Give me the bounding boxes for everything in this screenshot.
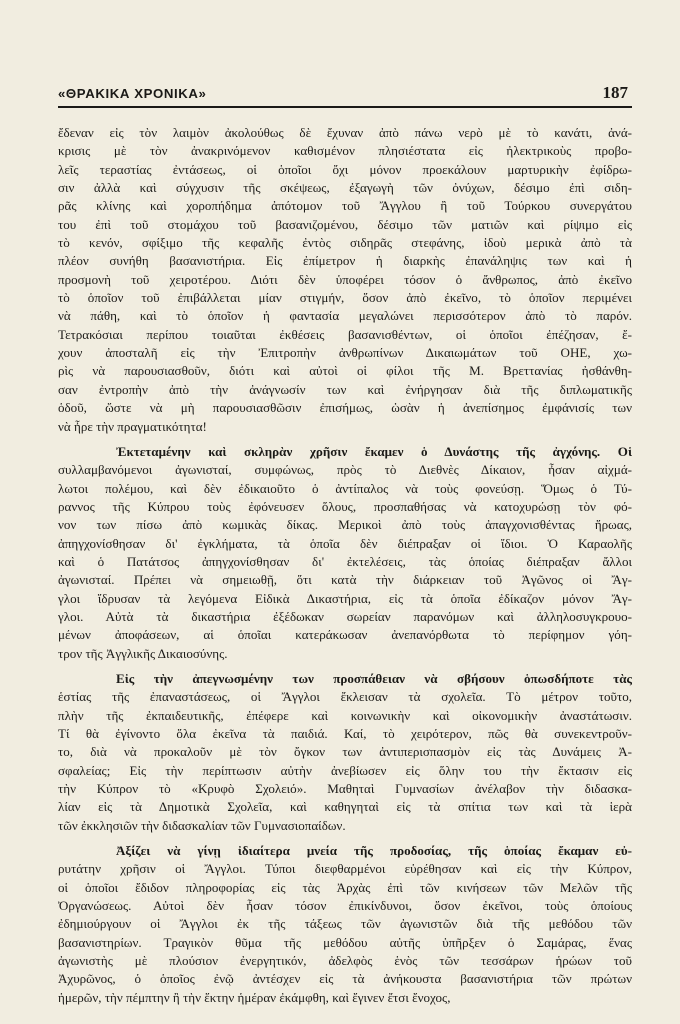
text-line: τὸ ὁποῖον τοῦ ἐπιβάλλεται μίαν στιγμήν, ὅσον ἀπὸ ἐκεῖνο, τὸ ὁποῖον περιμένει <box>58 290 632 306</box>
text-line: το, διὰ νὰ προκαλοῦν μὲ τὸν ὄγκον των ἀντιπερισπασμὸν εἰς τὰς Δυνάμεις Ἀ- <box>58 744 632 760</box>
text-line: τὴν Κύπρον τὸ «Κρυφὸ Σχολειό». Μαθηταὶ Γυμνασίων ἀνέλαβον τὴν διδασκα- <box>58 781 632 797</box>
text-line: ὁδοῦ, ὥστε νὰ μὴ παρουσιασθῶσιν ἐπισήμως, ὡσὰν ἡ ἀνεπίσημος ἐμφάνισίς των <box>58 400 632 416</box>
text-line: κρισις μὲ τὸν ἀνακρινόμενον καθισμένον πλησιέστατα εἰς ἠλεκτρικοὺς προβο- <box>58 143 632 159</box>
running-header <box>58 83 632 106</box>
text-line: ρὶς νὰ παρουσιασθοῦν, διότι καὶ αὐτοὶ οἱ φίλοι τῆς Μ. Βρεττανίας ἠσθάνθη- <box>58 363 632 379</box>
text-line: νὰ πάθη, καὶ τὸ ὁποῖον ἡ φαντασία μεγαλώνει περισσότερον ἀπὸ τὸ παρόν. <box>58 308 632 324</box>
text-line: Ἀχυρῶνος, ὁ ὁποῖος ἐνῷ ἀντέσχεν εἰς τὰ ἀνήκουστα βασανιστήρια τῶν πρώτων <box>58 971 632 987</box>
text-line: ἀπηγχονίσθησαν δι' ἐγκλήματα, τὰ ὁποῖα δὲν διέπραξαν οἱ ἴδιοι. Ὁ Καραολῆς <box>58 535 632 551</box>
text-line: τῶν ἐκκλησιῶν τὴν διδασκαλίαν τῶν Γυμνασιοπαίδων. <box>58 817 346 833</box>
text-line: πλὴν τῆς ἐκπαιδευτικῆς, ἐπέφερε καὶ κοινωνικὴν καὶ οἰκονομικὴν ἀναστάτωσιν. <box>58 707 632 723</box>
header-rule <box>58 106 632 108</box>
text-line: ἔδεναν εἰς τὸν λαιμὸν ἀκολούθως δὲ ἔχυναν ἀπὸ πάνω νερὸ μὲ τὸ κανάτι, ἀνά- <box>58 125 632 140</box>
text-line: γλοι. Αὐτὰ τὰ δικαστήρια ἐξέδωκαν σωρείαν παρανόμων καὶ ἀλληλοσυγκρουο- <box>58 608 632 624</box>
text-line: Ἀξίζει νὰ γίνῃ ἰδιαίτερα μνεία τῆς προδοσίας, τῆς ὁποίας ἔκαμαν εὐ- <box>116 843 632 859</box>
text-line: Ὀργανώσεως. Αὐτοὶ δὲν ἦσαν τόσον ἐπικίνδυνοι, ὅσον ἐκεῖνοι, τοὺς ὁποίους <box>58 898 632 914</box>
text-line: τὸ κενόν, σφίξιμο τῆς κεφαλῆς ἐντὸς σιδηρᾶς στεφάνης, ἰδοὺ μερικὰ ἀπὸ τὰ <box>58 235 632 251</box>
text-line: Ἐκτεταμένην καὶ σκληρὰν χρῆσιν ἔκαμεν ὁ Δυνάστης τῆς ἀγχόνης. Οἱ <box>116 443 632 459</box>
text-line: ρυτάτην χρῆσιν οἱ Ἄγγλοι. Τύποι διεφθαρμένοι εὑρέθησαν καὶ εἰς τὴν Κύπρον, <box>58 861 632 877</box>
paragraph <box>58 124 632 436</box>
text-line: λωτοι πολέμου, καὶ δὲν ἐδικαιοῦτο ὁ ἀντίπαλος νὰ τοὺς φονεύσῃ. Ὅμως ὁ Τύ- <box>58 480 632 496</box>
text-line: λίαν εἰς τὰ Δημοτικὰ Σχολεῖα, καὶ καθηγηταὶ εἰς τὰ σπίτια των καὶ τὰ ἱερὰ <box>58 799 632 815</box>
paragraph <box>58 670 632 835</box>
text-line: οἱ ὁποῖοι ἔδιδον πληροφορίας εἰς τὰς Ἀρχὰς ἐπὶ τῶν κινήσεων τῶν Μελῶν τῆς <box>58 879 632 895</box>
text-line: ραννος τῆς Κύπρου τοὺς ἐφόνευσεν ὅλους, προσπαθήσας νὰ κατοχυρώσῃ τὸν φό- <box>58 498 632 514</box>
text-line: ρᾶς κλίνης καὶ χοροπήδημα ἀπότομον τοῦ Ἄγγλου ἢ τοῦ Τούρκου συνεργάτου <box>58 198 632 214</box>
text-line: χουν ἀποσταλῆ εἰς τὴν Ἐπιτροπὴν ἀνθρωπίνων Δικαιωμάτων τοῦ ΟΗΕ, χω- <box>58 345 632 361</box>
text-line: ἐδημιούργουν οἱ Ἄγγλοι ἐκ τῆς τάξεως τῶν ἀγωνιστῶν διὰ τῆς μεθόδου τῶν <box>58 916 632 932</box>
text-line: ἀγωνισταί. Πρέπει νὰ σημειωθῇ, ὅτι κατὰ τὴν διάρκειαν τοῦ Ἀγῶνος οἱ Ἄγ- <box>58 572 632 588</box>
journal-title: «ΘΡΑΚΙΚΑ ΧΡΟΝΙΚΑ» <box>58 86 207 101</box>
text-line: Τετρακόσιαι περίπου τοιαῦται ἐκθέσεις βασανισθέντων, οἱ ὁποῖοι ἐπέζησαν, ἔ- <box>58 326 632 342</box>
text-line: πλέον συνήθη βασανιστήρια. Εἰς ἐπίμετρον ἡ διαρκὴς ἐπανάληψις των καὶ ἡ <box>58 253 632 269</box>
text-line: σιν ἀλλὰ καὶ σύγχυσιν τῆς σκέψεως, ἐξαγωγὴ τῶν ὀνύχων, δέσιμο ἐπὶ σιδη- <box>58 180 632 196</box>
text-line: νὰ ἦρε τὴν πραγματικότητα! <box>58 418 207 434</box>
paragraph <box>58 443 632 663</box>
body-text <box>58 124 632 1014</box>
text-line: λεῖς τεραστίας ἐντάσεως, οἱ ὁποῖοι ὄχι μόνον προεκάλουν μαρτυρικὴν ἐφίδρω- <box>58 161 632 177</box>
text-line: ἡμερῶν, τὴν πέμπτην ἢ τὴν ἕκτην ἡμέραν ἐκάμφθη, καὶ ἔγινεν ἔτσι ἔνοχος, <box>58 989 451 1005</box>
text-line: νον των πίσω ἀπὸ κωμικὰς δίκας. Μερικοὶ ἀπὸ τοὺς ἀπαγχονισθέντας ἥρωας, <box>58 517 632 533</box>
paragraph <box>58 842 632 1007</box>
text-line: βασανιστηρίων. Τραγικὸν θῦμα τῆς μεθόδου αὐτῆς ὑπῆρξεν ὁ Σαμάρας, ἕνας <box>58 934 632 950</box>
text-line: γλοι ἵδρυσαν τὰ λεγόμενα Εἰδικὰ Δικαστήρια, εἰς τὰ ὁποῖα ἐδίκαζον μόνον Ἄγ- <box>58 590 632 606</box>
text-line: συλλαμβανόμενοι ἀγωνισταί, συμφώνως, πρὸς τὸ Διεθνὲς Δίκαιον, ἦσαν αἰχμά- <box>58 462 632 478</box>
text-line: προσμονὴ τοῦ χειροτέρου. Διότι δὲν ὑποφέρει τόσον ὁ ἄνθρωπος, ἀπὸ ἐκεῖνο <box>58 271 632 287</box>
page-number: 187 <box>602 83 628 102</box>
text-line: τρον τῆς Ἀγγλικῆς Δικαιοσύνης. <box>58 645 228 661</box>
text-line: μένων ἀποφάσεων, αἱ ὁποῖαι κατεράκωσαν ἀνεπανόρθωτα τὸ περίφημον γόη- <box>58 627 632 643</box>
text-line: Εἰς τὴν ἀπεγνωσμένην των προσπάθειαν νὰ σβήσουν ὁπωσδήποτε τὰς <box>116 670 632 686</box>
text-line: Τί θὰ ἐγίνοντο ὅλα ἐκεῖνα τὰ παιδιά. Καί, τὸ χειρότερον, πῶς θὰ συνεκεντροῦν- <box>58 726 632 741</box>
text-line: του ἐπὶ τοῦ στομάχου τοῦ βασανιζομένου, δέσιμο τῶν ματιῶν καὶ ρίψιμο εἰς <box>58 216 632 232</box>
text-line: σαν ἐντροπὴν ἀπὸ τὴν ἀνάγνωσίν των καὶ ἐνήργησαν διὰ τῆς διπλωματικῆς <box>58 381 632 397</box>
text-line: καὶ ὁ Πατάτσος ἀπηγχονίσθησαν δι' ἐκτελέσεις, τὰς ὁποίας διέπραξαν ἄλλοι <box>58 553 632 569</box>
text-line: ἀγωνιστὴς μὲ πλούσιον ἐνεργητικόν, ἀδελφὸς ἑνὸς τῶν τεσσάρων ἡρώων τοῦ <box>58 953 632 969</box>
text-line: σφαλείας; Εἰς τὴν περίπτωσιν αὐτὴν ἀνεβίωσεν εἰς ὅλην του τὴν ἔκτασιν εἰς <box>58 762 632 778</box>
text-line: ἑστίας τῆς ἐπαναστάσεως, οἱ Ἄγγλοι ἔκλεισαν τὰ σχολεῖα. Τὸ μέτρον τοῦτο, <box>58 689 632 705</box>
